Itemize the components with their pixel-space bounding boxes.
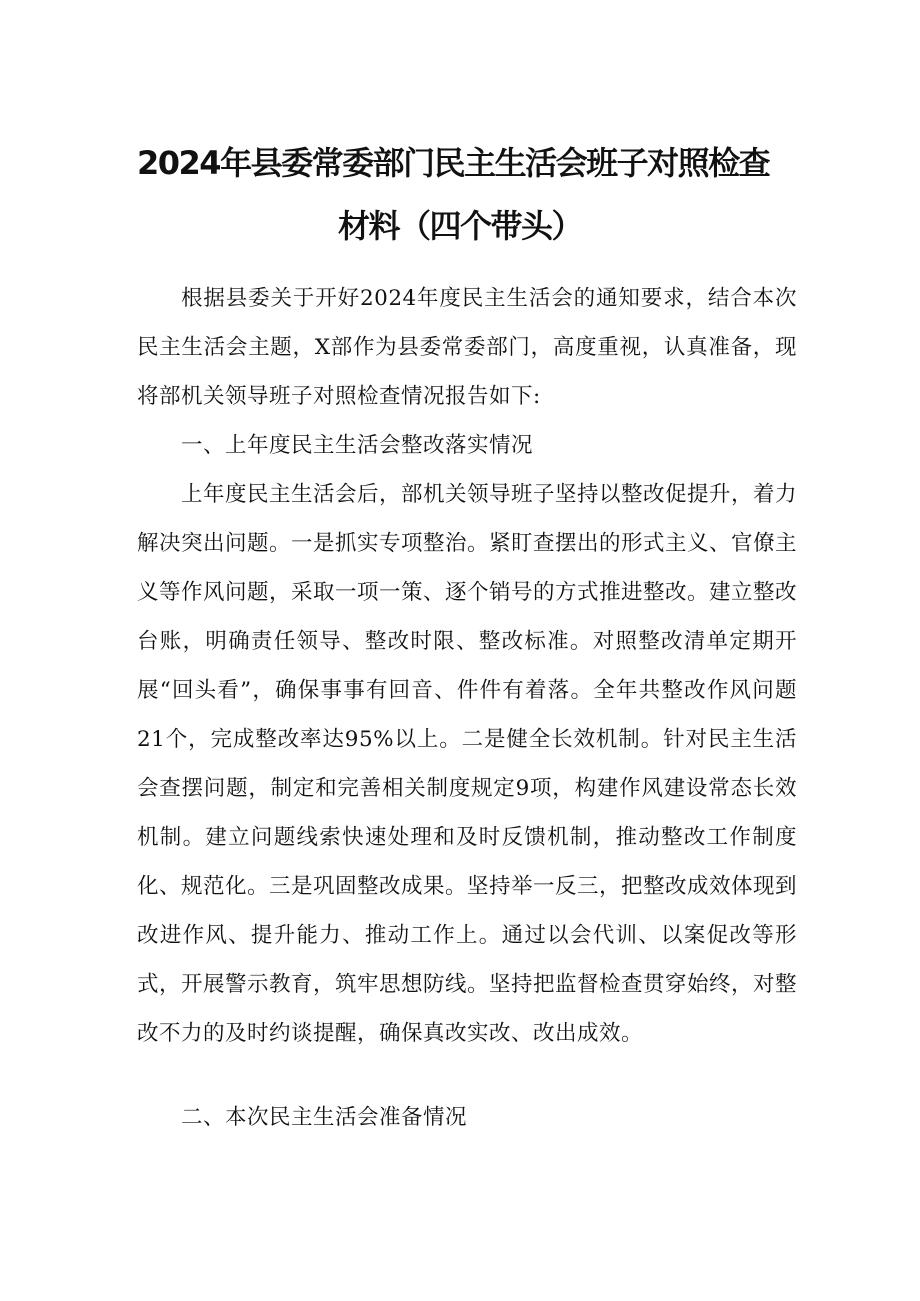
document-title-line-2: 材料（四个带头） [338, 207, 583, 245]
section-2-heading: 二、本次民主生活会准备情况 [181, 1105, 468, 1130]
section-1-paragraph: 上年度民主生活会后，部机关领导班子坚持以整改促提升，着力解决突出问题。一是抓实专项整治。紧盯查摆出的形式主义、官僚主义等作风问题，采取一项一策、逐个销号的方式推进整改。建立整改台账，明确责任领导、整改时限、整改标准。对照整改清单定期开展“回头看”，确保事事有回音、件件有着落。全年共整改作风问题21个，完成整改率达95%以上。二是健全长效机制。针对民主生活会查摆问题，制定和完善相关制度规定9项，构建作风建设常态长效机制。建立问题线索快速处理和及时反馈机制，推动整改工作制度化、规范化。三是巩固整改成果。坚持举一反三，把整改成效体现到改进作风、提升能力、推动工作上。通过以会代训、以案促改等形式，开展警示教育，筑牢思想防线。坚持把监督检查贯穿始终，对整改不力的及时约谈提醒，确保真改实改、改出成效。 [137, 482, 798, 1046]
section-1-heading: 一、上年度民主生活会整改落实情况 [181, 433, 534, 458]
intro-paragraph: 根据县委关于开好2024年度民主生活会的通知要求，结合本次民主生活会主题，X部作为县委常委部门，高度重视，认真准备，现将部机关领导班子对照检查情况报告如下: [137, 286, 797, 409]
document-title-line-1: 2024年县委常委部门民主生活会班子对照检查 [137, 144, 770, 182]
